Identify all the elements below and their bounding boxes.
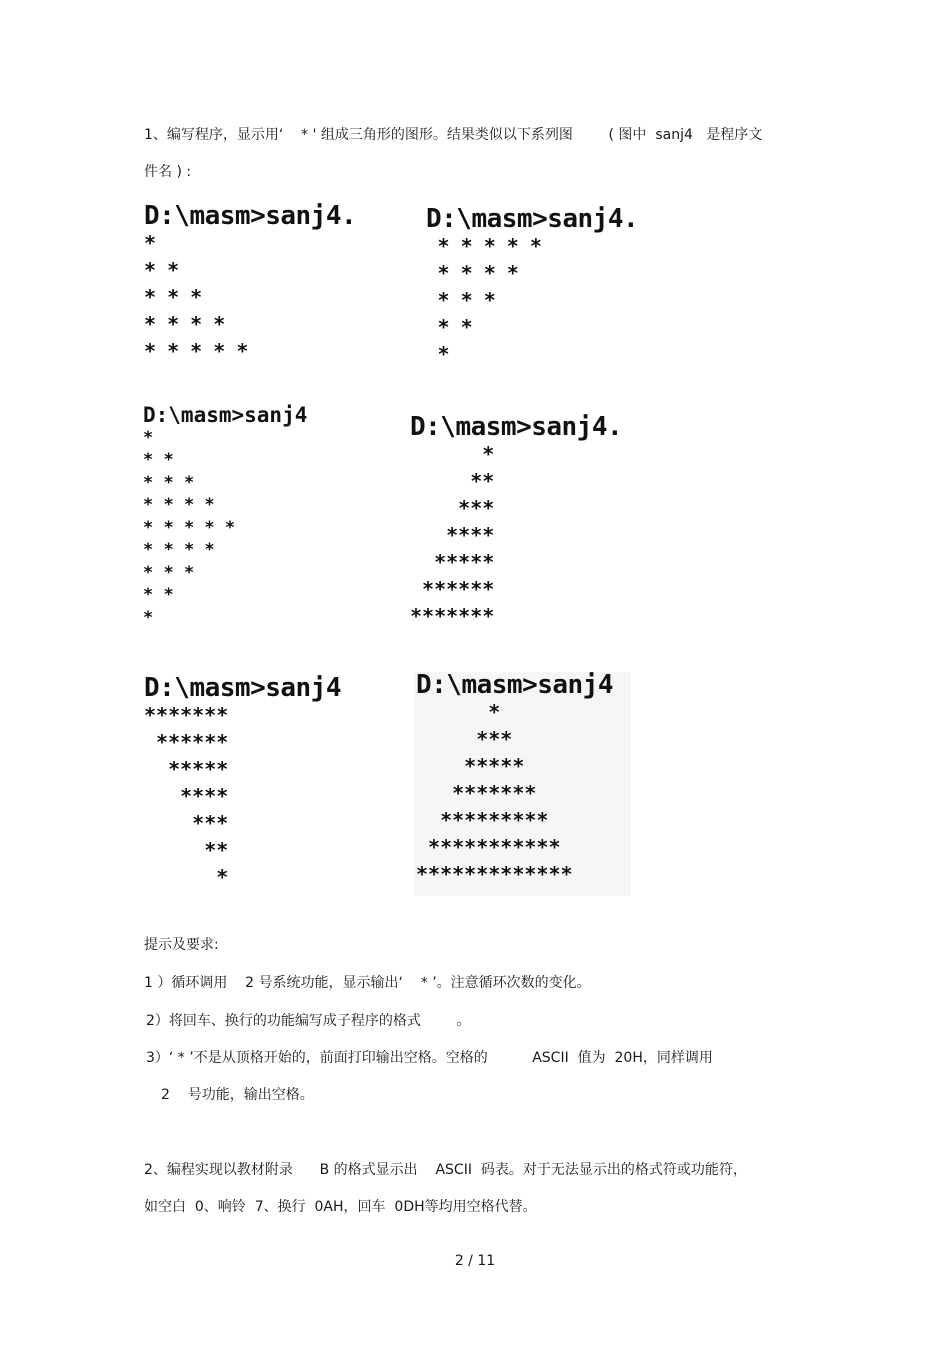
figure-5-console-output [144, 675, 341, 891]
figure-1-row: * * * [144, 285, 202, 309]
task1-line2: 件名 ) : [144, 164, 192, 180]
figure-4-row: *** [410, 496, 495, 520]
figure-3-row: * * * [143, 562, 195, 583]
figure-6-row: ************* [416, 862, 573, 886]
figure-4-command: D:\masm>sanj4. [410, 412, 623, 442]
figure-4-row: ***** [410, 550, 495, 574]
figure-3-row: * * * [143, 472, 195, 493]
figure-2-row: * * * * [426, 261, 519, 285]
figure-5-command: D:\masm>sanj4 [144, 673, 341, 703]
figure-4-row: ******* [410, 604, 495, 628]
hint-item-3: 3）‘ * ’不是从顶格开始的，前面打印输出空格。空格的 ASCII 值为 20H，同样调用 [146, 1050, 713, 1066]
figure-6-row: ********* [416, 808, 549, 832]
figure-3-command: D:\masm>sanj4 [143, 403, 308, 427]
hint-item-1: 1 ）循环调用 2 号系统功能，显示输出‘ * ’。注意循环次数的变化。 [144, 975, 591, 991]
figure-4-console-output [410, 414, 622, 630]
figure-6-row: * [416, 700, 501, 724]
figure-6-console-output [414, 672, 631, 896]
figure-2-row: * [426, 342, 450, 366]
task1-line1: 1、编写程序，显示用‘ * ' 组成三角形的图形。结果类似以下系列图 ( 图中 sanj4 是程序文 [144, 127, 763, 143]
figure-6-row: *********** [416, 835, 561, 859]
figure-5-row: * [144, 865, 229, 889]
page-number: 2 / 11 [454, 1253, 496, 1269]
figure-5-row: ** [144, 838, 229, 862]
figure-1-command: D:\masm>sanj4. [144, 201, 357, 231]
task2-line2: 如空白 0、响铃 7、换行 0AH，回车 0DH等均用空格代替。 [144, 1199, 537, 1215]
figure-1-row: * [144, 231, 156, 255]
figure-5-row: ***** [144, 757, 229, 781]
figure-5-row: ******* [144, 703, 229, 727]
figure-3-row: * * [143, 450, 174, 470]
figure-3-row: * [143, 427, 154, 448]
figure-6-row: *** [416, 727, 513, 751]
figure-4-row: * [410, 442, 495, 466]
figure-3-row: * * * * [143, 540, 215, 560]
figure-1-row: * * * * [144, 312, 225, 336]
figure-3-row: * * [143, 585, 174, 605]
figure-3-row: * * * * [143, 495, 215, 515]
hint-item-3-continued: 2 号功能，输出空格。 [161, 1087, 314, 1103]
figure-1-row: * * [144, 258, 179, 282]
figure-1-console-output [144, 203, 356, 365]
figure-5-row: *** [144, 811, 229, 835]
figure-4-row: ** [410, 469, 495, 493]
figure-5-row: ****** [144, 730, 229, 754]
figure-6-command: D:\masm>sanj4 [416, 670, 613, 700]
figure-5-row: **** [144, 784, 229, 808]
figure-6-row: ******* [416, 781, 537, 805]
figure-2-command: D:\masm>sanj4. [426, 204, 639, 234]
figure-2-console-output [426, 206, 638, 368]
figure-2-row: * * * [426, 288, 496, 312]
figure-3-row: * [143, 607, 154, 628]
figure-2-row: * * [426, 315, 473, 339]
figure-1-row: * * * * * [144, 339, 248, 363]
figure-4-row: ****** [410, 577, 495, 601]
figure-3-console-output [143, 404, 307, 629]
figure-2-row: * * * * * [426, 234, 542, 258]
figure-3-row: * * * * * [143, 517, 236, 538]
hint-item-2: 2）将回车、换行的功能编写成子程序的格式 。 [146, 1013, 471, 1029]
figure-4-row: **** [410, 523, 495, 547]
task2-line1: 2、编程实现以教材附录 B 的格式显示出 ASCII 码表。对于无法显示出的格式符或功能符， [144, 1162, 747, 1178]
figure-6-row: ***** [416, 754, 525, 778]
hints-title: 提示及要求: [144, 937, 219, 953]
